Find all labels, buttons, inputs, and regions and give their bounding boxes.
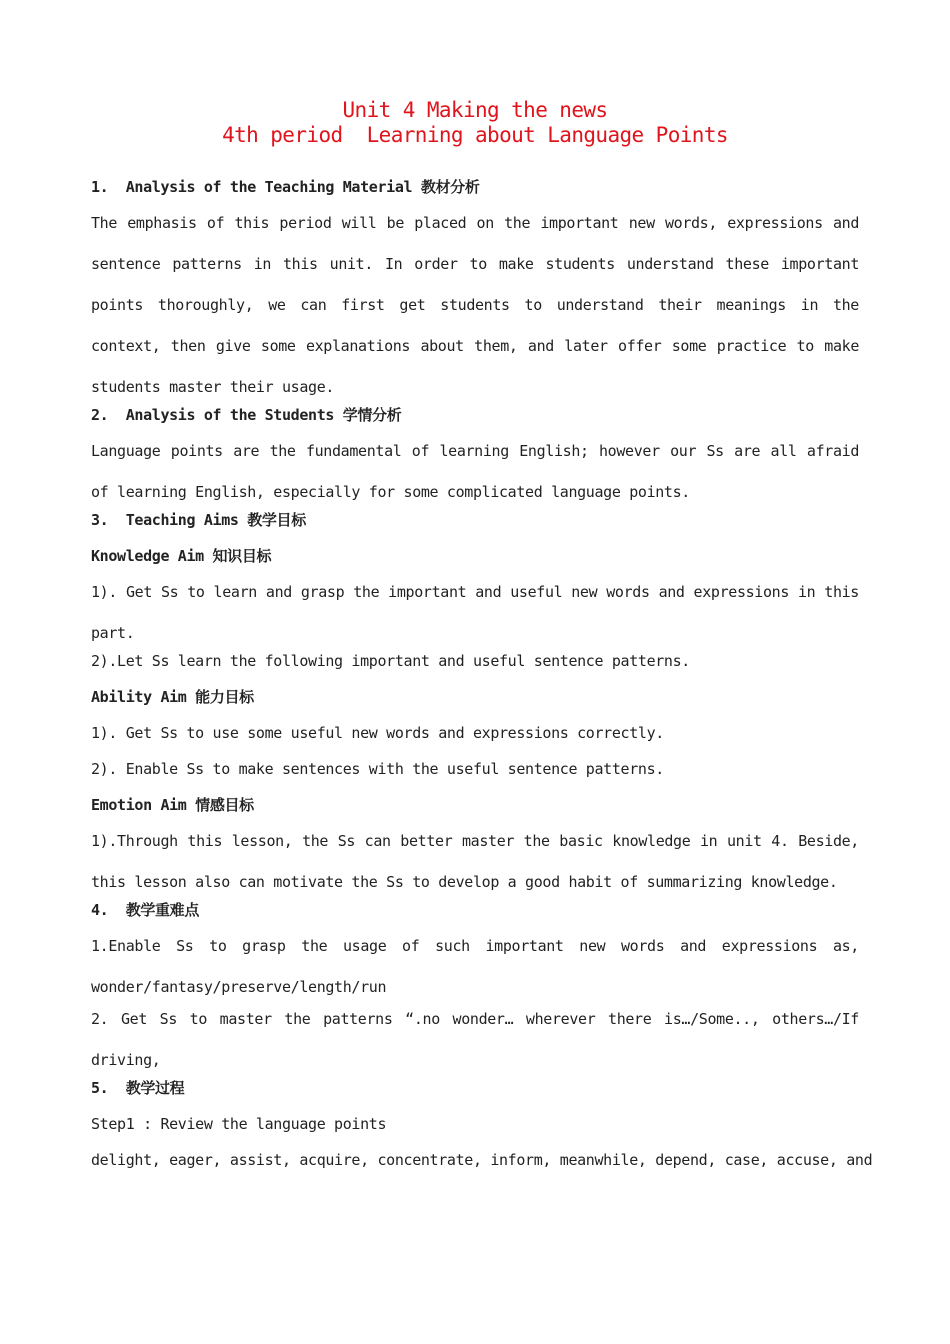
ability-aim-item-2: 2). Enable Ss to make sentences with the useful sentence patterns. (91, 760, 664, 778)
section-heading-teaching-aims: 3. Teaching Aims 教学目标 (91, 511, 306, 529)
knowledge-aim-item-1: 1). Get Ss to learn and grasp the important and useful new words and expressions in this part. (91, 583, 859, 642)
section-heading-teaching-material: 1. Analysis of the Teaching Material 教材分析 (91, 178, 480, 196)
section-heading-key-points: 4. 教学重难点 (91, 901, 199, 919)
section-heading-teaching-process: 5. 教学过程 (91, 1079, 185, 1097)
subheading-knowledge-aim: Knowledge Aim 知识目标 (91, 547, 272, 565)
ability-aim-item-1: 1). Get Ss to use some useful new words and expressions correctly. (91, 724, 664, 742)
paragraph-students: Language points are the fundamental of learning English; however our Ss are all afraid of learning English, especially for some complicated language points. (91, 442, 859, 501)
section-heading-students: 2. Analysis of the Students 学情分析 (91, 406, 402, 424)
key-points-item-2: 2. Get Ss to master the patterns “.no wonder… wherever there is…/Some.., others…/If driving, (91, 1010, 859, 1069)
key-points-item-1: 1.Enable Ss to grasp the usage of such important new words and expressions as, wonder/fantasy/preserve/length/run (91, 937, 859, 996)
title-period: 4th period Learning about Language Points (222, 123, 728, 147)
document-body (91, 176, 873, 1185)
step1-label: Step1 : Review the language points (91, 1115, 387, 1133)
subheading-emotion-aim: Emotion Aim 情感目标 (91, 796, 254, 814)
title-unit: Unit 4 Making the news (342, 98, 608, 122)
step1-word-list: delight, eager, assist, acquire, concentrate, inform, meanwhile, depend, case, accuse, and (91, 1151, 873, 1169)
document-title (0, 98, 950, 148)
paragraph-teaching-material: The emphasis of this period will be placed on the important new words, expressions and sentence patterns in this unit. In order to make students understand these important points thoroughly, we can first get students to understand their meanings in the context, then give some explanations about them, and later offer some practice to make students master their usage. (91, 214, 859, 396)
subheading-ability-aim: Ability Aim 能力目标 (91, 688, 254, 706)
knowledge-aim-item-2: 2).Let Ss learn the following important and useful sentence patterns. (91, 652, 690, 670)
emotion-aim-item-1: 1).Through this lesson, the Ss can better master the basic knowledge in unit 4. Beside, this lesson also can motivate the Ss to develop a good habit of summarizing knowledge. (91, 832, 859, 891)
